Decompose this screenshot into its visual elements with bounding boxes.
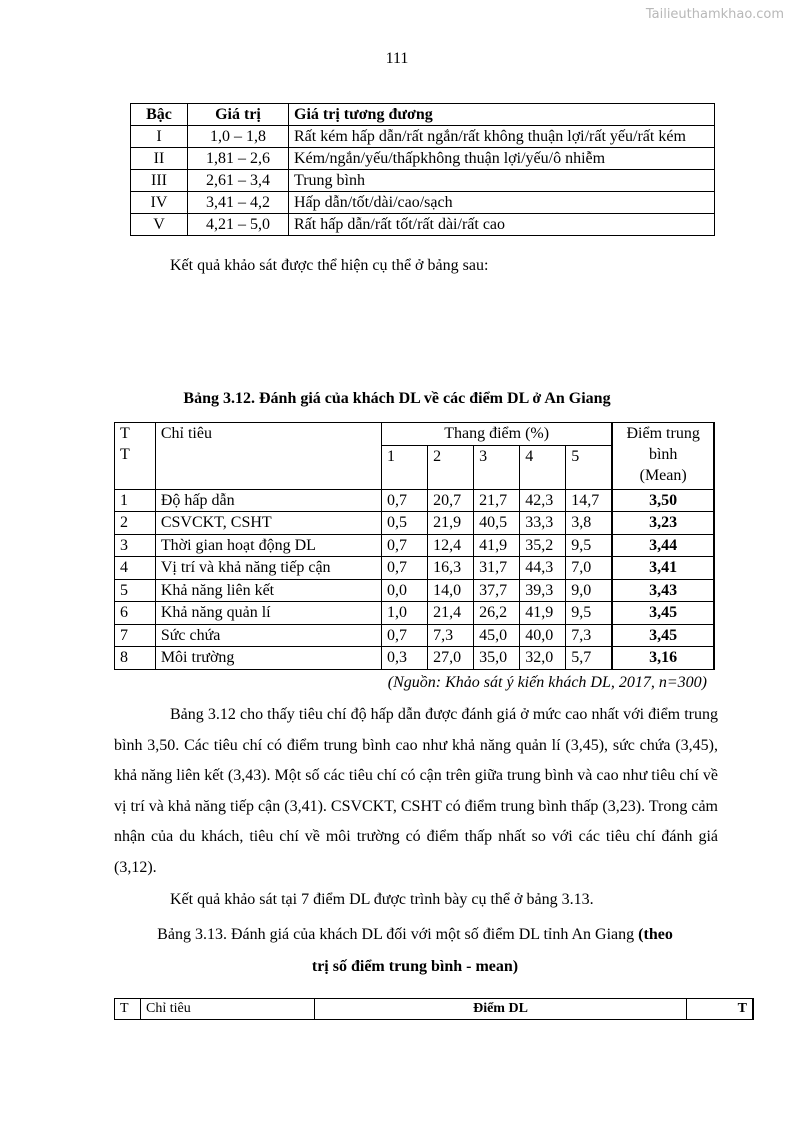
destination-table	[114, 998, 754, 1020]
header-mean	[612, 423, 714, 490]
percent-cell: 9,0	[566, 579, 613, 602]
rating-table-body	[115, 489, 715, 669]
percent-cell: 40,5	[474, 512, 520, 535]
percent-cell: 35,0	[474, 647, 520, 670]
table-row	[115, 647, 715, 670]
table-header-row	[131, 104, 715, 126]
row-number-cell: 5	[115, 579, 156, 602]
watermark: Tailieuthamkhao.com	[645, 7, 784, 22]
level-table	[130, 103, 715, 236]
criteria-cell: Vị trí và khả năng tiếp cận	[155, 557, 381, 580]
percent-cell: 0,7	[382, 489, 428, 512]
header-tt-line1: T	[120, 425, 130, 442]
percent-cell: 21,7	[474, 489, 520, 512]
value-cell: 1,0 – 1,8	[188, 126, 289, 148]
percent-cell: 5,7	[566, 647, 613, 670]
row-number-cell: 2	[115, 512, 156, 535]
row-number-cell: 3	[115, 534, 156, 557]
percent-cell: 33,3	[520, 512, 566, 535]
percent-cell: 27,0	[428, 647, 474, 670]
mean-cell: 3,16	[612, 647, 714, 670]
table-header-row	[115, 999, 754, 1020]
header-tt-line2: T	[120, 446, 130, 463]
criteria-cell: Thời gian hoạt động DL	[155, 534, 381, 557]
mean-cell: 3,44	[612, 534, 714, 557]
table-row	[115, 579, 715, 602]
row-number-cell: 7	[115, 624, 156, 647]
mean-cell: 3,23	[612, 512, 714, 535]
survey-line: Kết quả khảo sát tại 7 điểm DL được trình bày cụ thể ở bảng 3.13.	[170, 891, 594, 908]
percent-cell: 45,0	[474, 624, 520, 647]
page-number: 111	[385, 50, 409, 67]
percent-cell: 7,0	[566, 557, 613, 580]
equivalent-cell: Kém/ngắn/yếu/thấpkhông thuận lợi/yếu/ô nhiễm	[289, 148, 715, 170]
percent-cell: 0,3	[382, 647, 428, 670]
mean-cell: 3,50	[612, 489, 714, 512]
header-equivalent: Giá trị tương đương	[289, 104, 715, 126]
percent-cell: 20,7	[428, 489, 474, 512]
source-note: (Nguồn: Khảo sát ý kiến khách DL, 2017, n=300)	[387, 674, 707, 691]
equivalent-cell: Hấp dẫn/tốt/dài/cao/sạch	[289, 192, 715, 214]
table-row	[131, 214, 715, 236]
equivalent-cell: Rất kém hấp dẫn/rất ngắn/rất không thuận lợi/rất yếu/rất kém	[289, 126, 715, 148]
table-row	[115, 512, 715, 535]
percent-cell: 44,3	[520, 557, 566, 580]
table-header-row	[115, 423, 715, 446]
table-caption: Bảng 3.12. Đánh giá của khách DL về các điểm DL ở An Giang	[183, 390, 611, 407]
percent-cell: 1,0	[382, 602, 428, 625]
table2-caption	[0, 926, 794, 944]
value-cell: 2,61 – 3,4	[188, 170, 289, 192]
equivalent-cell: Rất hấp dẫn/rất tốt/rất dài/rất cao	[289, 214, 715, 236]
level-cell: IV	[131, 192, 188, 214]
paragraph-text: Bảng 3.12 cho thấy tiêu chí độ hấp dẫn được đánh giá ở mức cao nhất với điểm trung bình 3,50. Các tiêu chí có điểm trung bình cao như khả năng quản lí (3,45), sức chứa (3,45), khả năng liên kết (3,43). Một số các tiêu chí có cận trên giữa trung bình và cao như tiêu chí về vị trí và khả năng tiếp cận (3,41). CSVCKT, CSHT có điểm trung bình thấp (3,23). Trong cảm nhận của du khách, tiêu chí về môi trường có điểm thấp nhất so với các tiêu chí đánh giá (3,12).	[114, 706, 718, 876]
percent-cell: 0,0	[382, 579, 428, 602]
row-number-cell: 8	[115, 647, 156, 670]
mean-cell: 3,45	[612, 624, 714, 647]
percent-cell: 0,7	[382, 557, 428, 580]
percent-cell: 9,5	[566, 534, 613, 557]
percent-cell: 40,0	[520, 624, 566, 647]
scale-col: 2	[428, 445, 474, 489]
table2-caption-bold-a: (theo	[638, 926, 673, 943]
criteria-cell: Khả năng liên kết	[155, 579, 381, 602]
percent-cell: 41,9	[520, 602, 566, 625]
mean-cell: 3,45	[612, 602, 714, 625]
analysis-paragraph	[114, 700, 718, 884]
percent-cell: 21,9	[428, 512, 474, 535]
scale-col: 4	[520, 445, 566, 489]
scale-col: 1	[382, 445, 428, 489]
table-row	[131, 148, 715, 170]
table-row	[131, 192, 715, 214]
percent-cell: 35,2	[520, 534, 566, 557]
percent-cell: 21,4	[428, 602, 474, 625]
rating-table	[114, 422, 715, 670]
mean-cell: 3,41	[612, 557, 714, 580]
percent-cell: 42,3	[520, 489, 566, 512]
percent-cell: 14,7	[566, 489, 613, 512]
row-number-cell: 4	[115, 557, 156, 580]
criteria-cell: Độ hấp dẫn	[155, 489, 381, 512]
percent-cell: 37,7	[474, 579, 520, 602]
header-tt: T	[115, 999, 141, 1020]
header-destination: Điểm DL	[315, 999, 687, 1020]
table-row	[115, 602, 715, 625]
percent-cell: 12,4	[428, 534, 474, 557]
percent-cell: 0,5	[382, 512, 428, 535]
criteria-cell: Môi trường	[155, 647, 381, 670]
header-level: Bậc	[131, 104, 188, 126]
equivalent-cell: Trung bình	[289, 170, 715, 192]
percent-cell: 14,0	[428, 579, 474, 602]
value-cell: 1,81 – 2,6	[188, 148, 289, 170]
table2-caption-text: Bảng 3.13. Đánh giá của khách DL đối với một số điểm DL tỉnh An Giang	[157, 926, 639, 943]
table-row	[131, 126, 715, 148]
percent-cell: 3,8	[566, 512, 613, 535]
percent-cell: 26,2	[474, 602, 520, 625]
percent-cell: 39,3	[520, 579, 566, 602]
header-criteria: Chỉ tiêu	[155, 423, 381, 490]
header-tt	[115, 423, 156, 490]
percent-cell: 0,7	[382, 534, 428, 557]
header-criteria: Chỉ tiêu	[141, 999, 315, 1020]
row-number-cell: 1	[115, 489, 156, 512]
percent-cell: 41,9	[474, 534, 520, 557]
percent-cell: 0,7	[382, 624, 428, 647]
percent-cell: 32,0	[520, 647, 566, 670]
header-scale: Thang điểm (%)	[382, 423, 613, 446]
table-row	[115, 557, 715, 580]
value-cell: 4,21 – 5,0	[188, 214, 289, 236]
criteria-cell: Sức chứa	[155, 624, 381, 647]
header-mean-line1: Điểm trung	[626, 425, 700, 442]
scale-col: 5	[566, 445, 613, 489]
table-row	[131, 170, 715, 192]
table-row	[115, 624, 715, 647]
level-cell: V	[131, 214, 188, 236]
level-cell: II	[131, 148, 188, 170]
percent-cell: 9,5	[566, 602, 613, 625]
scale-col: 3	[474, 445, 520, 489]
level-cell: I	[131, 126, 188, 148]
mean-cell: 3,43	[612, 579, 714, 602]
value-cell: 3,41 – 4,2	[188, 192, 289, 214]
table2-caption-continued: trị số điểm trung bình - mean)	[311, 958, 519, 975]
header-value: Giá trị	[188, 104, 289, 126]
table-row	[115, 489, 715, 512]
header-extra: T	[687, 999, 754, 1020]
percent-cell: 7,3	[566, 624, 613, 647]
percent-cell: 31,7	[474, 557, 520, 580]
percent-cell: 16,3	[428, 557, 474, 580]
intro-line: Kết quả khảo sát được thể hiện cụ thể ở bảng sau:	[170, 257, 489, 274]
level-cell: III	[131, 170, 188, 192]
header-mean-line3: (Mean)	[639, 467, 687, 484]
row-number-cell: 6	[115, 602, 156, 625]
table-row	[115, 534, 715, 557]
header-mean-line2: bình	[648, 446, 678, 463]
percent-cell: 7,3	[428, 624, 474, 647]
criteria-cell: Khả năng quản lí	[155, 602, 381, 625]
criteria-cell: CSVCKT, CSHT	[155, 512, 381, 535]
